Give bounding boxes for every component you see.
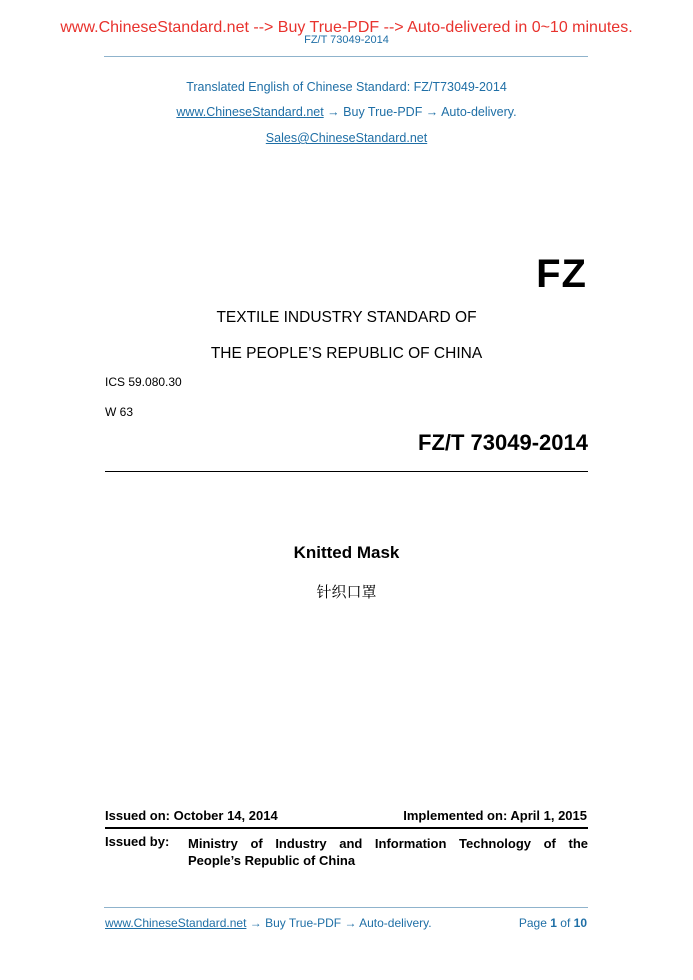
footer-site-link[interactable]: www.ChineseStandard.net bbox=[105, 916, 247, 930]
issuer-line1: Ministry of Industry and Information Technology of the bbox=[188, 836, 588, 851]
footer-site-rest: → Buy True-PDF → Auto-delivery. bbox=[246, 916, 432, 930]
ics-code: ICS 59.080.30 bbox=[105, 375, 182, 389]
header-divider bbox=[104, 56, 588, 57]
header-standard-code: FZ/T 73049-2014 bbox=[304, 34, 389, 46]
issued-on-date: Issued on: October 14, 2014 bbox=[105, 808, 278, 823]
email-link[interactable]: Sales@ChineseStandard.net bbox=[265, 131, 428, 145]
page-total: 10 bbox=[573, 916, 587, 930]
email-line bbox=[0, 131, 693, 145]
intro-site-line bbox=[0, 105, 693, 119]
standard-type-line2: THE PEOPLE’S REPUBLIC OF CHINA bbox=[210, 345, 483, 362]
issued-by-label: Issued by: bbox=[105, 834, 170, 849]
standard-number: FZ/T 73049-2014 bbox=[418, 430, 588, 455]
number-divider bbox=[105, 471, 588, 472]
promo-banner[interactable]: www.ChineseStandard.net --> Buy True-PDF --> Auto-delivered in 0~10 minutes. bbox=[60, 19, 633, 36]
document-title-chinese: 针织口罩 bbox=[316, 584, 377, 601]
category-code: FZ bbox=[536, 252, 587, 296]
page-indicator bbox=[519, 916, 587, 930]
site-line-rest: → Buy True-PDF → Auto-delivery. bbox=[323, 105, 517, 119]
page-label: Page bbox=[518, 916, 547, 930]
ccs-code: W 63 bbox=[105, 405, 134, 419]
page-current: 1 bbox=[550, 916, 557, 930]
page-of: of bbox=[560, 916, 571, 930]
implemented-on-date: Implemented on: April 1, 2015 bbox=[403, 808, 587, 823]
site-link[interactable]: www.ChineseStandard.net bbox=[176, 105, 324, 119]
footer-site-line bbox=[105, 916, 432, 930]
standard-type-line1: TEXTILE INDUSTRY STANDARD OF bbox=[216, 309, 477, 326]
document-title: Knitted Mask bbox=[293, 543, 400, 562]
issuer-line2: People’s Republic of China bbox=[188, 853, 356, 868]
dates-divider bbox=[105, 827, 588, 829]
footer-divider bbox=[104, 907, 588, 908]
translation-note: Translated English of Chinese Standard: FZ/T73049-2014 bbox=[186, 80, 507, 94]
